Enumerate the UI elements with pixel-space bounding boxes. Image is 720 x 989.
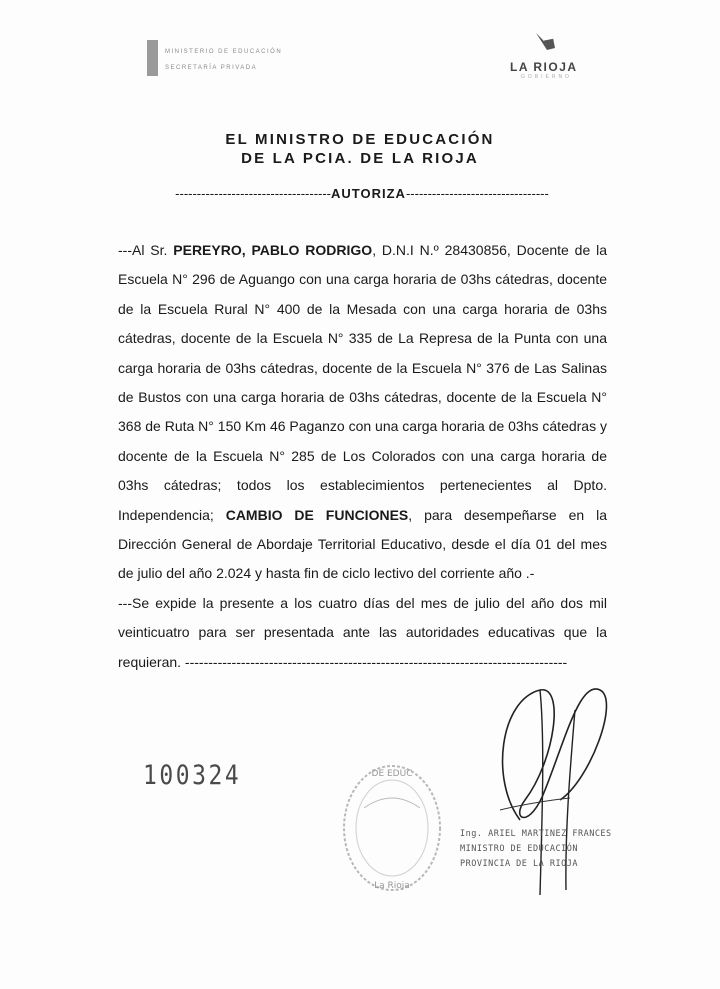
autoriza-left-dashes: ------------------------------------ xyxy=(175,186,332,201)
logo-text: LA RIOJA xyxy=(510,60,578,74)
body-paragraph-2: ---Se expide la presente a los cuatro días del mes de julio del año dos mil veinticuatro para ser presentada ante las autoridades educativas que la requieran. ---------------------------------------------------------------------------------- xyxy=(118,594,607,670)
autoriza-word: AUTORIZA xyxy=(331,186,406,201)
logo-subtext: GOBIERNO xyxy=(521,74,572,80)
svg-text:La Rioja: La Rioja xyxy=(374,881,410,891)
signer-block xyxy=(460,827,610,872)
official-seal-icon xyxy=(334,748,454,908)
autoriza-heading xyxy=(132,186,592,201)
svg-text:DE EDUC: DE EDUC xyxy=(371,769,413,779)
document-body xyxy=(118,236,607,677)
person-name: PEREYRO, PABLO RODRIGO xyxy=(173,242,373,258)
ministry-header xyxy=(147,40,347,78)
number-stamp: 100324 xyxy=(143,760,242,791)
secretary-line: SECRETARÍA PRIVADA xyxy=(165,65,258,71)
body-paragraph-1 xyxy=(118,236,607,589)
autoriza-right-dashes: --------------------------------- xyxy=(405,186,549,201)
header-bar xyxy=(147,40,158,76)
signer-province: PROVINCIA DE LA RIOJA xyxy=(460,859,578,869)
la-rioja-logo xyxy=(505,30,595,80)
logo-mark-icon xyxy=(533,30,559,56)
title-line-1: EL MINISTRO DE EDUCACIÓN xyxy=(225,131,495,148)
signer-name: Ing. ARIEL MARTINEZ FRANCES xyxy=(460,829,612,839)
p1-start: ---Al Sr. xyxy=(118,242,174,258)
p1-end: , para desempeñarse en la Dirección General de Abordaje Territorial Educativo, desde el día 01 del mes de julio del año 2.024 y hasta fin de ciclo lectivo del corriente año .- xyxy=(118,506,607,582)
signer-title: MINISTRO DE EDUCACIÓN xyxy=(460,844,578,854)
p1-middle: , D.N.I N.º 28430856, Docente de la Escuela N° 296 de Aguango con una carga horaria de 03hs cátedras, docente de la Escuela Rural N° 400 de la Mesada con una carga horaria de 03hs cátedras, docente de la Escuela N° 335 de La Represa de la Punta con una carga horaria de 03hs cátedras, docente de la Escuela N° 376 de Las Salinas de Bustos con una carga horaria de 03hs cátedras, docente de la Escuela N° 368 de Ruta N° 150 Km 46 Paganzo con una carga horaria de 03hs cátedras y docente de la Escuela N° 285 de Los Colorados con una carga horaria de 03hs cátedras; todos los establecimientos pertenecientes al Dpto. Independencia; xyxy=(118,242,607,523)
ministry-line: MINISTERIO DE EDUCACIÓN xyxy=(165,49,283,55)
change-of-functions: CAMBIO DE FUNCIONES xyxy=(225,506,409,523)
title-line-2: DE LA PCIA. DE LA RIOJA xyxy=(241,150,479,167)
